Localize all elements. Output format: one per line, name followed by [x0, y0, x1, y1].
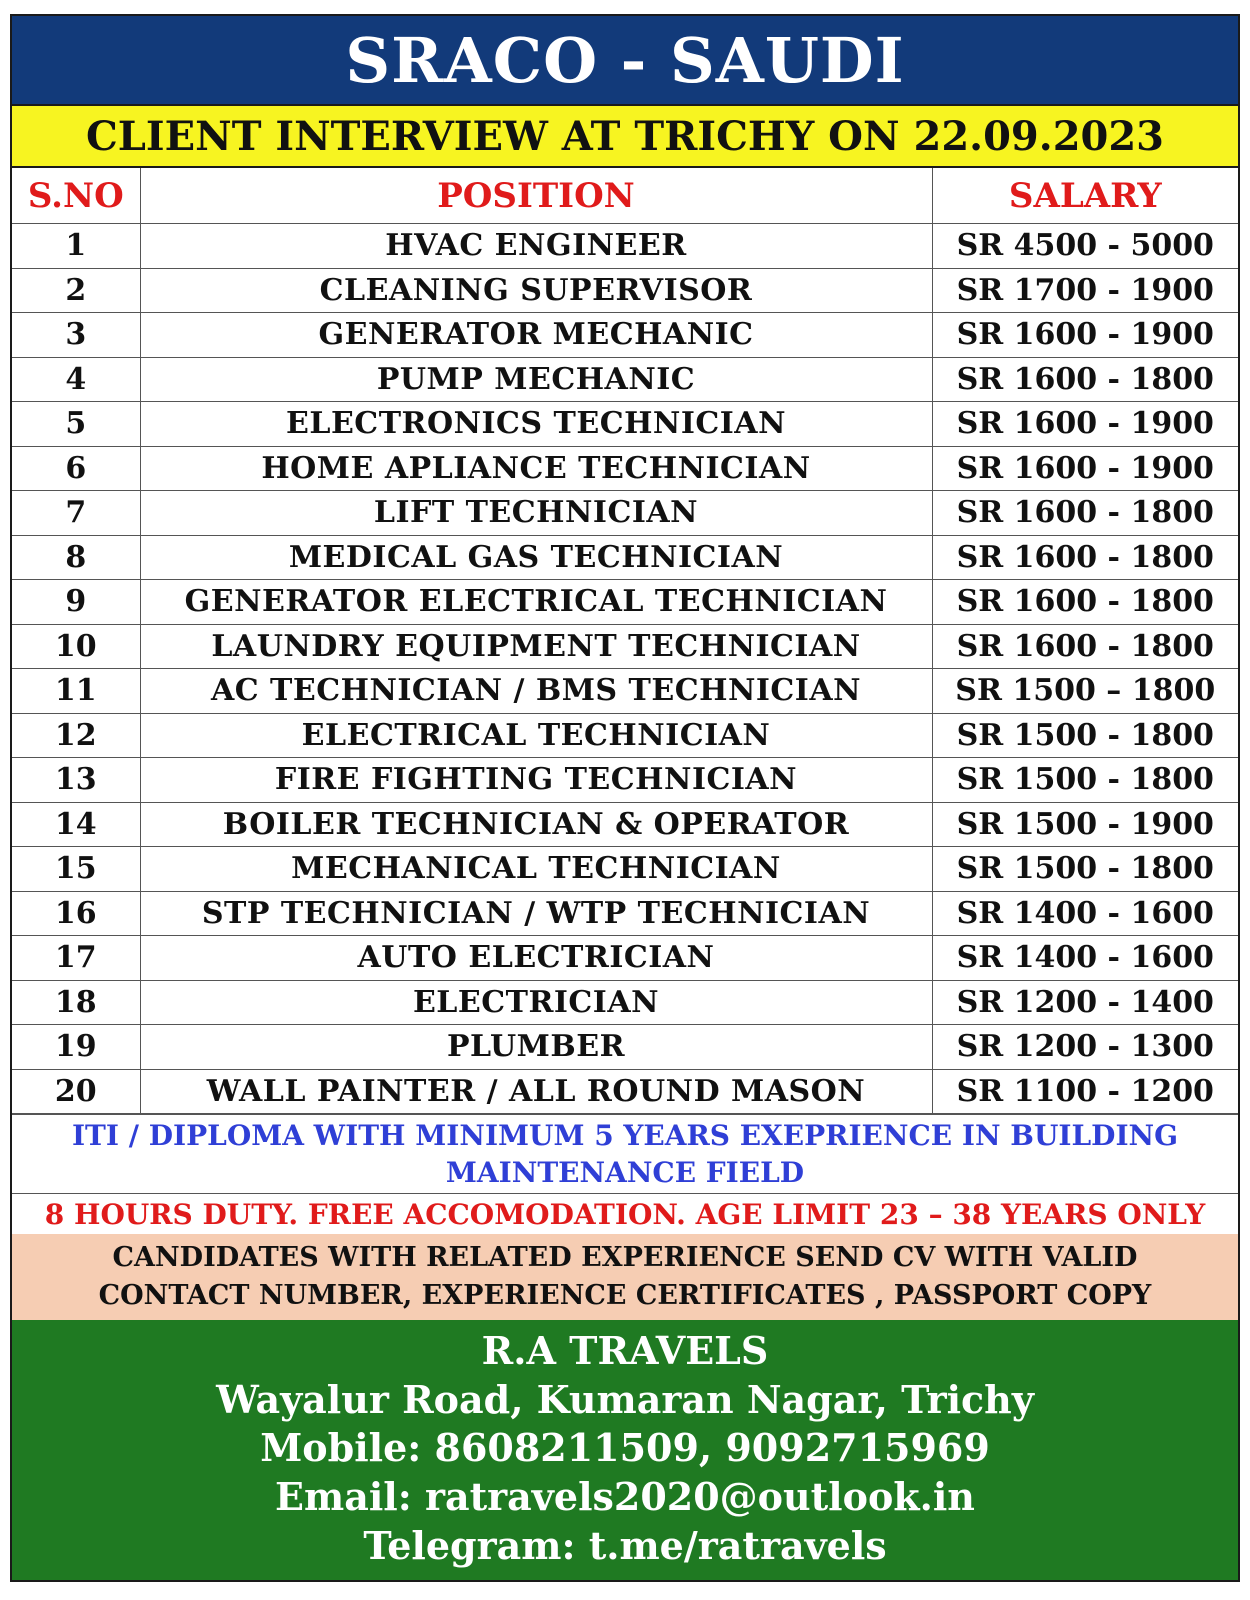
table-row	[12, 891, 1238, 936]
cell-salary: SR 1400 - 1600	[932, 891, 1238, 936]
table-row	[12, 224, 1238, 269]
cell-position: ELECTRICAL TECHNICIAN	[140, 713, 932, 758]
cell-position: BOILER TECHNICIAN & OPERATOR	[140, 802, 932, 847]
cell-sno: 15	[12, 847, 140, 892]
table-row	[12, 758, 1238, 803]
table-row	[12, 402, 1238, 447]
cell-sno: 16	[12, 891, 140, 936]
positions-table-body	[12, 224, 1238, 1114]
cell-sno: 11	[12, 669, 140, 714]
cell-position: CLEANING SUPERVISOR	[140, 268, 932, 313]
requirement-note: ITI / DIPLOMA WITH MINIMUM 5 YEARS EXEPRIENCE IN BUILDING MAINTENANCE FIELD	[12, 1114, 1238, 1193]
cell-salary: SR 1500 – 1800	[932, 669, 1238, 714]
cell-position: HOME APLIANCE TECHNICIAN	[140, 446, 932, 491]
duty-note: 8 HOURS DUTY. FREE ACCOMODATION. AGE LIMIT 23 – 38 YEARS ONLY	[12, 1193, 1238, 1234]
cell-sno: 14	[12, 802, 140, 847]
agency-mobile[interactable]: Mobile: 8608211509, 9092715969	[260, 1425, 990, 1471]
cell-position: LAUNDRY EQUIPMENT TECHNICIAN	[140, 624, 932, 669]
table-row	[12, 491, 1238, 536]
cell-salary: SR 1200 - 1400	[932, 980, 1238, 1025]
column-header-position: POSITION	[140, 168, 932, 224]
cell-position: MECHANICAL TECHNICIAN	[140, 847, 932, 892]
table-row	[12, 624, 1238, 669]
cell-salary: SR 1500 - 1800	[932, 847, 1238, 892]
cell-position: PUMP MECHANIC	[140, 357, 932, 402]
cell-salary: SR 1600 - 1800	[932, 357, 1238, 402]
cell-position: GENERATOR MECHANIC	[140, 313, 932, 358]
cell-sno: 6	[12, 446, 140, 491]
cell-salary: SR 1500 - 1800	[932, 758, 1238, 803]
table-row	[12, 1069, 1238, 1114]
cell-position: LIFT TECHNICIAN	[140, 491, 932, 536]
positions-table	[12, 168, 1238, 1114]
cell-salary: SR 1200 - 1300	[932, 1025, 1238, 1070]
cell-salary: SR 1700 - 1900	[932, 268, 1238, 313]
table-row	[12, 313, 1238, 358]
table-row	[12, 535, 1238, 580]
cell-sno: 9	[12, 580, 140, 625]
cv-instruction: CANDIDATES WITH RELATED EXPERIENCE SEND CV WITH VALID CONTACT NUMBER, EXPERIENCE CERTIFICATES , PASSPORT COPY	[12, 1234, 1238, 1320]
cell-sno: 12	[12, 713, 140, 758]
interview-banner: CLIENT INTERVIEW AT TRICHY ON 22.09.2023	[12, 106, 1238, 168]
table-row	[12, 446, 1238, 491]
table-row	[12, 847, 1238, 892]
cell-sno: 10	[12, 624, 140, 669]
table-row	[12, 1025, 1238, 1070]
cell-position: WALL PAINTER / ALL ROUND MASON	[140, 1069, 932, 1114]
cell-position: GENERATOR ELECTRICAL TECHNICIAN	[140, 580, 932, 625]
agency-email[interactable]: Email: ratravels2020@outlook.in	[275, 1474, 975, 1520]
flyer-title: SRACO - SAUDI	[12, 16, 1238, 106]
table-row	[12, 802, 1238, 847]
cell-salary: SR 1600 - 1900	[932, 313, 1238, 358]
cell-sno: 17	[12, 936, 140, 981]
table-row	[12, 268, 1238, 313]
cell-sno: 20	[12, 1069, 140, 1114]
cell-position: HVAC ENGINEER	[140, 224, 932, 269]
table-row	[12, 580, 1238, 625]
agency-address: Wayalur Road, Kumaran Nagar, Trichy	[216, 1376, 1034, 1422]
cell-sno: 8	[12, 535, 140, 580]
table-row	[12, 936, 1238, 981]
cell-salary: SR 1500 - 1900	[932, 802, 1238, 847]
agency-telegram[interactable]: Telegram: t.me/ratravels	[363, 1523, 887, 1569]
cell-position: ELECTRONICS TECHNICIAN	[140, 402, 932, 447]
cell-position: ELECTRICIAN	[140, 980, 932, 1025]
table-row	[12, 713, 1238, 758]
column-header-sno: S.NO	[12, 168, 140, 224]
cell-sno: 5	[12, 402, 140, 447]
cell-salary: SR 4500 - 5000	[932, 224, 1238, 269]
cell-sno: 1	[12, 224, 140, 269]
cell-position: PLUMBER	[140, 1025, 932, 1070]
cell-sno: 2	[12, 268, 140, 313]
agency-name: R.A TRAVELS	[481, 1327, 769, 1373]
cell-salary: SR 1600 - 1900	[932, 446, 1238, 491]
cell-salary: SR 1600 - 1800	[932, 491, 1238, 536]
table-row	[12, 357, 1238, 402]
cell-sno: 19	[12, 1025, 140, 1070]
column-header-salary: SALARY	[932, 168, 1238, 224]
table-row	[12, 669, 1238, 714]
cell-sno: 18	[12, 980, 140, 1025]
cell-sno: 3	[12, 313, 140, 358]
contact-block	[12, 1320, 1238, 1580]
cell-position: MEDICAL GAS TECHNICIAN	[140, 535, 932, 580]
cell-salary: SR 1600 - 1800	[932, 580, 1238, 625]
cell-salary: SR 1600 - 1800	[932, 624, 1238, 669]
job-flyer	[10, 14, 1240, 1582]
cell-sno: 13	[12, 758, 140, 803]
cell-salary: SR 1600 - 1800	[932, 535, 1238, 580]
cell-position: AUTO ELECTRICIAN	[140, 936, 932, 981]
cell-position: AC TECHNICIAN / BMS TECHNICIAN	[140, 669, 932, 714]
cell-salary: SR 1400 - 1600	[932, 936, 1238, 981]
cell-salary: SR 1600 - 1900	[932, 402, 1238, 447]
cell-sno: 7	[12, 491, 140, 536]
cell-position: STP TECHNICIAN / WTP TECHNICIAN	[140, 891, 932, 936]
cell-salary: SR 1100 - 1200	[932, 1069, 1238, 1114]
cell-sno: 4	[12, 357, 140, 402]
table-header-row	[12, 168, 1238, 224]
table-row	[12, 980, 1238, 1025]
cell-salary: SR 1500 - 1800	[932, 713, 1238, 758]
cell-position: FIRE FIGHTING TECHNICIAN	[140, 758, 932, 803]
